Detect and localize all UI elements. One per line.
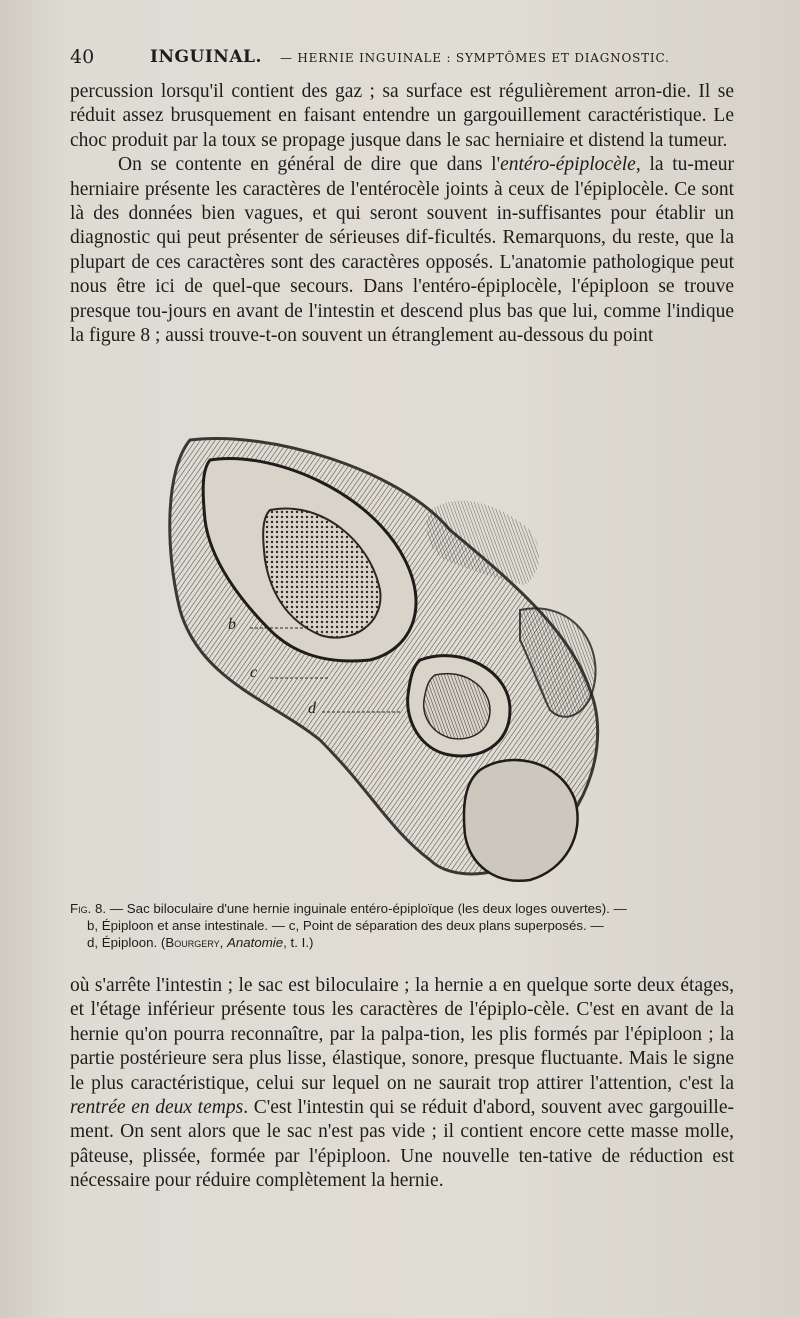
body-text-top	[70, 80, 734, 348]
paragraph-2-rest: , la tu-meur herniaire présente les caractères de l'entérocèle joints à ceux de l'épiplocèle. Ce sont là des données bien vagues, et qui seront souvent in-suffisantes pour établir un diagnostic qui peut présenter de sérieuses dif-ficultés. Remarquons, du reste, que la plupart de ces caractères sont des caractères opposés. L'anatomie pathologique peut nous être ici de quel-que secours. Dans l'entéro-épiplocèle, l'épiploon se trouve presque tou-jours en avant de l'intestin et descend plus bas que lui, comme l'indique la figure 8 ; aussi trouve-t-on souvent un étranglement au-dessous du point	[70, 154, 734, 347]
paragraph-1: percussion lorsqu'il contient des gaz ; sa surface est régulièrement arron-die. Il se réduit assez brusquement en faisant entendre un gargouillement caractéristique. Le choc produit par la toux se propage jusque dans le sac herniaire et distend la tumeur.	[70, 81, 734, 151]
paragraph-3-a: où s'arrête l'intestin ; le sac est biloculaire ; la hernie a en quelque sorte deux étages, et l'étage inférieur présente tous les caractères de l'épiplo-cèle. C'est en avant de la hernie qu'on pourra reconnaître, par la palpa-tion, les plis formés par l'épiploon ; la partie postérieure sera plus lisse, élastique, sonore, presque fluctuante. Mais le signe le plus caractéristique, celui sur lequel on ne saurait trop attirer l'attention, c'est la	[70, 975, 734, 1094]
running-title: INGUINAL.	[150, 47, 262, 67]
caption-line-2: b, Épiploon et anse intestinale. — c, Point de séparation des deux plans superposés. —	[87, 918, 604, 933]
caption-author: Bourgery	[165, 935, 220, 950]
figure-label-b: b	[228, 616, 236, 633]
caption-text-3c: , t. I.)	[283, 935, 314, 950]
term-entero-epiplocele: entéro-épiplocèle	[500, 154, 636, 176]
caption-work: Anatomie	[226, 935, 284, 950]
caption-fig-number: Fig. 8.	[70, 901, 107, 916]
page-number: 40	[70, 46, 95, 68]
running-subtitle: — HERNIE INGUINALE : SYMPTÔMES ET DIAGNOSTIC.	[280, 51, 670, 65]
body-text-bottom	[70, 974, 734, 1194]
caption-line-3	[70, 934, 734, 951]
caption-text-1: — Sac biloculaire d'une hernie inguinale entéro-épiploïque (les deux loges ouvertes). —	[109, 901, 627, 916]
caption-text-3a: d, Épiploon. (	[87, 935, 166, 950]
figure-label-c: c	[250, 664, 258, 681]
figure-caption	[70, 900, 734, 951]
caption-text-3b: ,	[219, 935, 227, 950]
hernia-sac-illustration	[70, 410, 734, 898]
figure-label-d: d	[308, 700, 316, 717]
paragraph-3	[70, 974, 734, 1194]
running-header	[70, 44, 760, 74]
paragraph-2: On se contente en général de dire que dans l'entéro-épiplocèle, la tu-meur herniaire présente les caractères de l'entérocèle joints à ceux de l'épiplocèle. Ce sont là des données bien vagues, et qui seront souvent in-suffisantes pour établir un diagnostic qui peut présenter de sérieuses dif-ficultés. Remarquons, du reste, que la plupart de ces caractères sont des caractères opposés. L'anatomie pathologique peut nous être ici de quel-que secours. Dans l'entéro-épiplocèle, l'épiploon se trouve presque tou-jours en avant de l'intestin et descend plus bas que lui, comme l'indique la figure 8 ; aussi trouve-t-on souvent un étranglement au-dessous du point	[70, 154, 734, 347]
anatomical-engraving	[70, 410, 734, 898]
paragraph-2-start: On se contente en général de dire que dans	[118, 154, 483, 176]
term-rentree-deux-temps: rentrée en deux temps	[70, 1097, 244, 1119]
paragraph-3-b: . C'est l'intestin qui se réduit d'abord, souvent avec gargouille-ment. On sent alors que le sac n'est pas vide ; il contient encore cette masse molle, pâteuse, plissée, formée par l'épiploon. Une nouvelle ten-tative de réduction est nécessaire pour réduire complètement la hernie.	[70, 1097, 734, 1192]
caption-line-1	[70, 900, 734, 917]
